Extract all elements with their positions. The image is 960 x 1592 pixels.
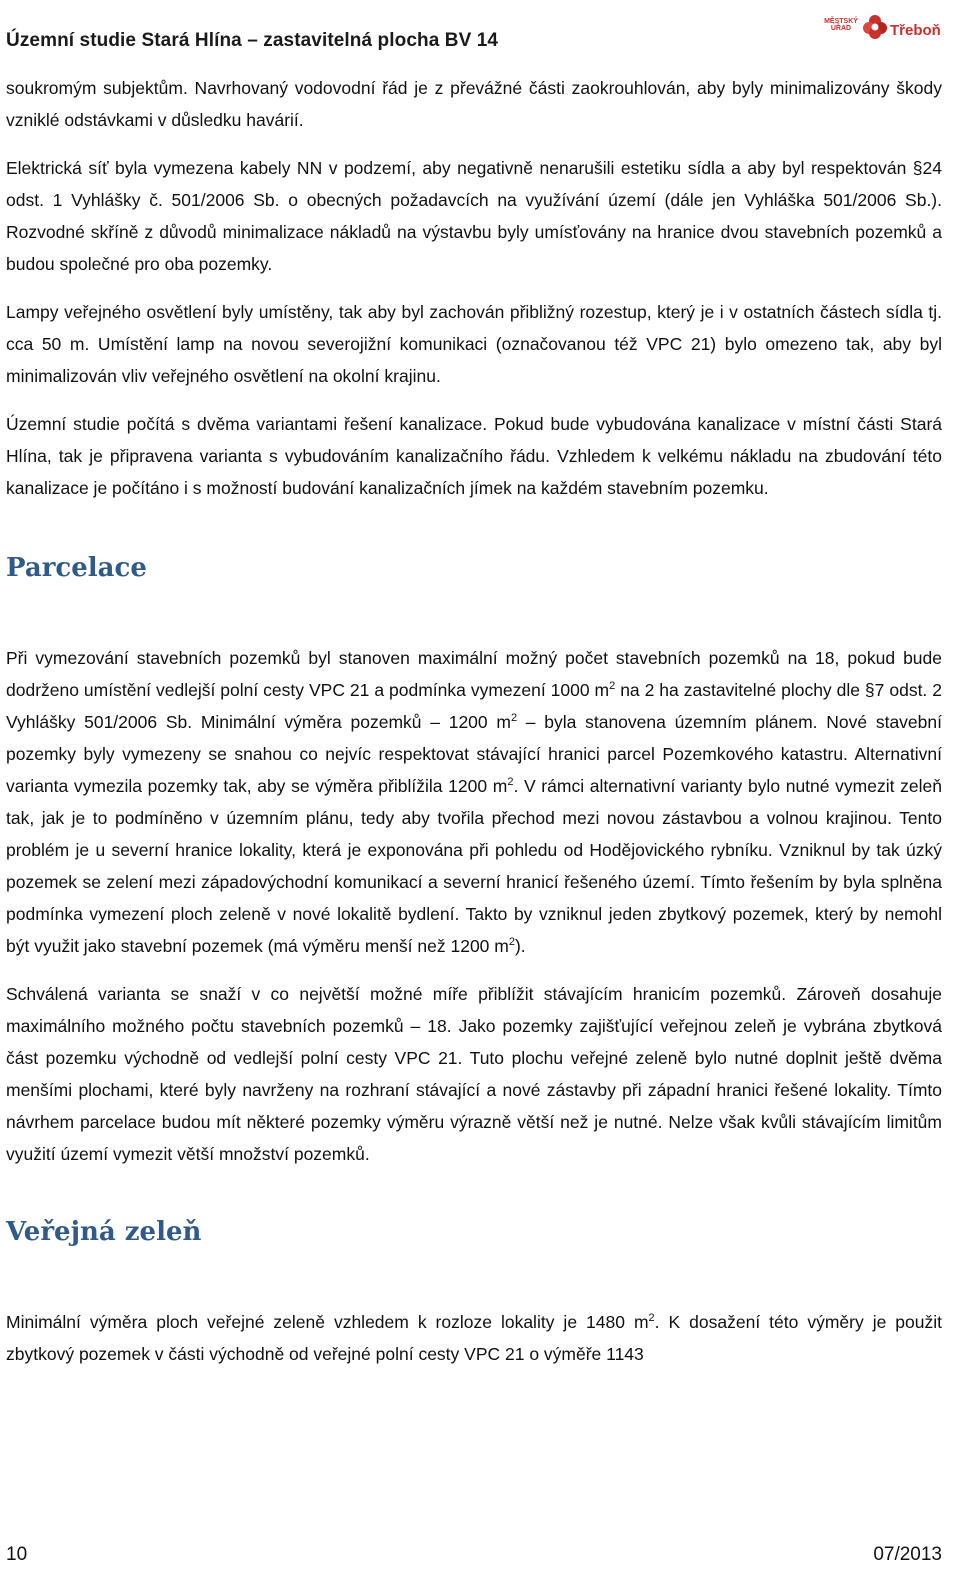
- logo-small-text: MĚSTSKÝ ÚŘAD: [824, 18, 858, 32]
- page-footer: [6, 1544, 942, 1574]
- text-part: Při vymezování stavebních pozemků byl stanoven maximální možný počet stavebních pozemků na 18, pokud bude dodrženo umístění vedlejší polní cesty VPC 21 a podmínka vymezení 1000 m: [6, 648, 942, 700]
- paragraph-sewerage: Územní studie počítá s dvěma variantami řešení kanalizace. Pokud bude vybudována kanalizace v místní části Stará Hlína, tak je připravena varianta s vybudováním kanalizačního řádu. Vzhledem k velkému nákladu na zbudování této kanalizace je počítáno i s možností budování kanalizačních jímek na každém stavebním pozemku.: [6, 414, 942, 498]
- paragraph-lighting: Lampy veřejného osvětlení byly umístěny, tak aby byl zachován přibližný rozestup, který je i v ostatních částech sídla tj. cca 50 m. Umístění lamp na novou severojižní komunikaci (označovanou též VPC 21) bylo omezeno tak, aby byl minimalizován vliv veřejného osvětlení na okolní krajinu.: [6, 302, 942, 386]
- heading-parcelace: Parcelace: [6, 553, 147, 583]
- text-part: na 2 ha zastavitelné plochy dle §7 odst. 2 Vyhlášky 501/2006 Sb. Minimální výměra pozemků – 1200 m: [6, 680, 942, 732]
- superscript: 2: [609, 680, 616, 693]
- superscript: 2: [510, 712, 518, 725]
- page-number: 10: [6, 1544, 28, 1565]
- paragraph-parcelace-1: [6, 642, 942, 962]
- paragraph-zelen-1: [6, 1306, 942, 1370]
- superscript: 2: [508, 936, 515, 949]
- paragraph-parcelace-2: Schválená varianta se snaží v co největší možné míře přiblížit stávajícím hranicím pozemků. Zároveň dosahuje maximálního možného počtu stavebních pozemků – 18. Jako pozemky zajišťující veřejnou zeleň je vybrána zbytková část pozemku východně od vedlejší polní cesty VPC 21. Tuto plochu veřejné zeleně bylo nutné doplnit ještě dvěma menšími plochami, které byly navrženy na rozhraní stávající a nové zástavby při západní hranici řešené lokality. Tímto návrhem parcelace budou mít některé pozemky výměru výrazně větší než je nutné. Nelze však kvůli stávajícím limitům využití území vymezit větší množství pozemků.: [6, 984, 942, 1164]
- paragraph-electric: Elektrická síť byla vymezena kabely NN v podzemí, aby negativně nenarušili estetiku sídla a aby byl respektován §24 odst. 1 Vyhlášky č. 501/2006 Sb. o obecných požadavcích na využívání území (dále jen Vyhláška 501/2006 Sb.). Rozvodné skříně z důvodů minimalizace nákladů na výstavbu byly umísťovány na hranice dvou stavebních pozemků a budou společné pro oba pozemky.: [6, 158, 942, 274]
- paragraph-water: soukromým subjektům. Navrhovaný vodovodní řád je z převážné části zaokrouhlován, aby byly minimalizovány škody vzniklé odstávkami v důsledku havárií.: [6, 78, 942, 130]
- superscript: 2: [507, 776, 514, 789]
- text-part: Minimální výměra ploch veřejné zeleně vzhledem k rozloze lokality je 1480 m: [6, 1312, 649, 1332]
- logo-city-name: Třeboň: [890, 22, 941, 39]
- footer-date: 07/2013: [873, 1544, 942, 1565]
- heading-verejna-zelen: Veřejná zeleň: [6, 1217, 202, 1247]
- text-part: . V rámci alternativní varianty bylo nutné vymezit zeleň tak, jak je to podmíněno v územním plánu, tedy aby tvořila přechod mezi novou zástavbou a volnou krajinou. Tento problém je u severní hranice lokality, která je exponována při pohledu od Hodějovického rybníku. Vzniknul by tak úzký pozemek se zelení mezi západovýchodní komunikací a severní hranicí řešeného území. Tímto řešením by byla splněna podmínka vymezení ploch zeleně v nové lokalitě bydlení. Takto by vzniknul jeden zbytkový pozemek, který by nemohl být využit jako stavební pozemek (má výměru menší než 1200 m: [6, 776, 942, 956]
- page-header: [6, 18, 942, 64]
- text-part: ).: [514, 936, 526, 956]
- logo-flower-icon: [860, 12, 890, 42]
- text-part: – byla stanovena územním plánem. Nové stavební pozemky byly vymezeny se snahou co nejvíc respektovat stávající hranici parcel Pozemkového katastru. Alternativní varianta vymezila pozemky tak, aby se výměra přiblížila 1200 m: [6, 712, 942, 796]
- text-part: . K dosažení této výměry je použit zbytkový pozemek v části východně od veřejné polní cesty VPC 21 o výměře 1143: [6, 1312, 942, 1364]
- superscript: 2: [648, 1312, 655, 1325]
- trebon-logo: [824, 12, 942, 52]
- header-title: Územní studie Stará Hlína – zastavitelná plocha BV 14: [6, 30, 499, 51]
- main-content: [6, 72, 942, 1386]
